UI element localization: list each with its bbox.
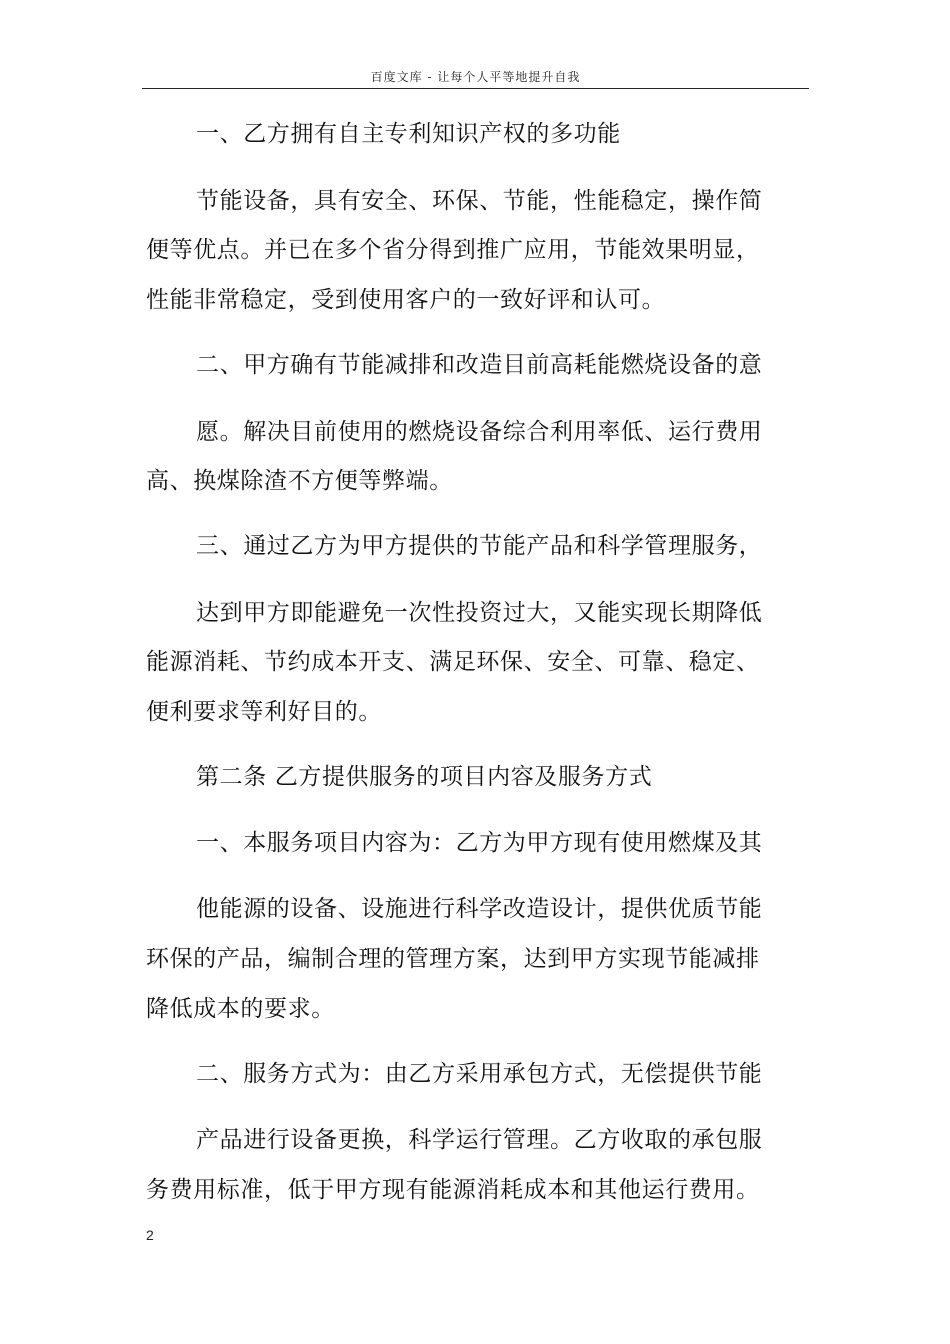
text-line: 达到甲方即能避免一次性投资过大，又能实现长期降低 [196, 600, 763, 626]
header-text: 百度文库 - 让每个人平等地提升自我 [370, 70, 581, 84]
text-line: 降低成本的要求。 [146, 996, 335, 1022]
text-line: 他能源的设备、设施进行科学改造设计，提供优质节能 [196, 896, 763, 922]
text-line: 务费用标准，低于甲方现有能源消耗成本和其他运行费用。 [146, 1177, 760, 1203]
text-line: 节能设备，具有安全、环保、节能，性能稳定，操作简 [196, 188, 763, 214]
text-line: 便利要求等利好目的。 [146, 699, 382, 725]
text-line: 一、本服务项目内容为：乙方为甲方现有使用燃煤及其 [196, 830, 763, 856]
text-line: 产品进行设备更换，科学运行管理。乙方收取的承包服 [196, 1127, 763, 1153]
text-line: 二、服务方式为：由乙方采用承包方式，无偿提供节能 [196, 1061, 763, 1087]
text-line: 便等优点。并已在多个省分得到推广应用，节能效果明显， [146, 237, 760, 263]
section-heading: 第二条 乙方提供服务的项目内容及服务方式 [196, 764, 653, 790]
text-line: 性能非常稳定，受到使用客户的一致好评和认可。 [146, 287, 666, 313]
page-number: 2 [146, 1227, 154, 1243]
text-line: 一、乙方拥有自主专利知识产权的多功能 [196, 121, 621, 147]
text-line: 环保的产品，编制合理的管理方案，达到甲方实现节能减排 [146, 946, 760, 972]
page-header [142, 66, 809, 89]
text-line: 愿。解决目前使用的燃烧设备综合利用率低、运行费用 [196, 419, 763, 445]
text-line: 能源消耗、节约成本开支、满足环保、安全、可靠、稳定、 [146, 649, 760, 675]
text-line: 二、甲方确有节能减排和改造目前高耗能燃烧设备的意 [196, 352, 763, 378]
text-line: 三、通过乙方为甲方提供的节能产品和科学管理服务， [196, 533, 763, 559]
text-line: 高、换煤除渣不方便等弊端。 [146, 468, 453, 494]
